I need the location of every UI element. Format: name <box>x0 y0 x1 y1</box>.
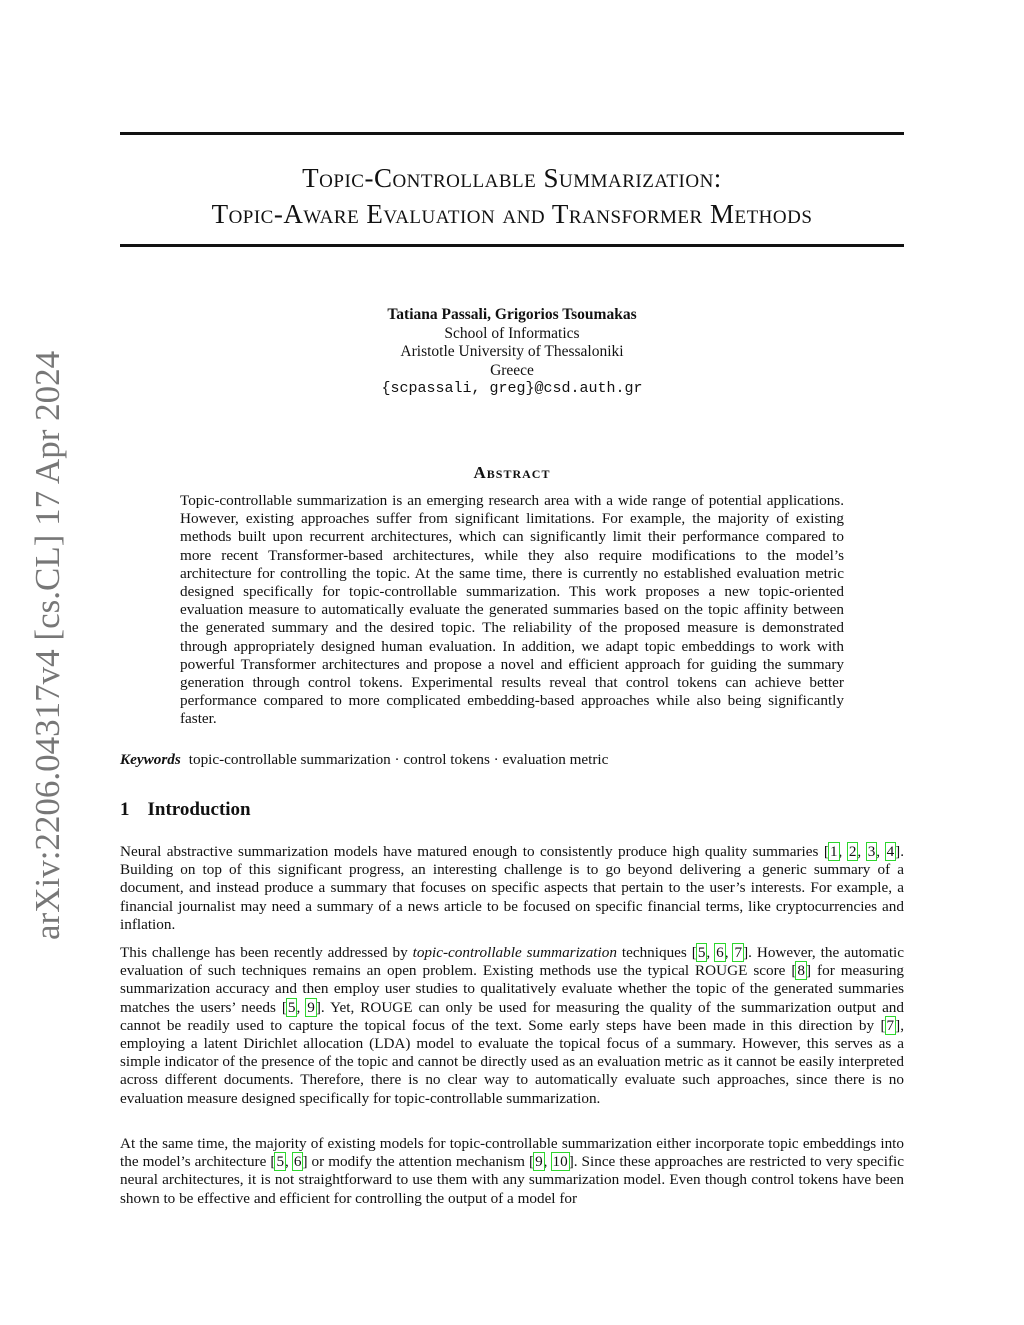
keywords-text: topic-controllable summarization · control tokens · evaluation metric <box>188 751 609 768</box>
author-names: Tatiana Passali, Grigorios Tsoumakas <box>387 306 637 323</box>
paragraph-3: At the same time, the majority of existing models for topic-controllable summarization either incorporate topic embeddings into the model’s architecture [5, 6] or modify the attention mechanism [9, 10]. Since these approaches are restricted to very specific neural architectures, it is not straightforward to use them with any summarization model. Even though control tokens have been shown to be effective and efficient for controlling the output of a model for <box>120 1135 905 1207</box>
citation-link[interactable]: 6 <box>716 944 724 961</box>
arxiv-identifier: arXiv:2206.04317v4 [cs.CL] 17 Apr 2024 <box>28 350 67 940</box>
citation-link[interactable]: 10 <box>552 1153 568 1171</box>
citation-link[interactable]: 4 <box>886 843 895 860</box>
author-university: Aristotle University of Thessaloniki <box>400 343 624 361</box>
emphasized-term: topic-controllable summarization <box>412 944 617 961</box>
keywords-line <box>120 751 904 769</box>
section-heading-introduction <box>120 799 251 821</box>
abstract-heading: Abstract <box>473 463 551 482</box>
abstract-text: Topic-controllable summarization is an emerging research area with a wide range of potential applications. However, existing approaches suffer from significant limitations. For example, the majority of existing methods built upon recurrent architectures, which can significantly limit their performance compared to more recent Transformer-based architectures, while they also require modifications to the model’s architecture for controlling the topic. At the same time, there is currently no established evaluation metric designed specifically for topic-controllable summarization. This work proposes a new topic-oriented evaluation measure to automatically evaluate the generated summaries based on the topic affinity between the generated summary and the desired topic. The reliability of the proposed measure is demonstrated through appropriately designed human evaluation. In addition, we adapt topic embeddings to work with powerful Transformer architectures and propose a novel and efficient approach for guiding the summary generation through control tokens. Experimental results reveal that control tokens can achieve better performance compared to more complicated embedding-based approaches while also being significantly faster. <box>180 492 844 728</box>
citation-link[interactable]: 7 <box>886 1016 895 1034</box>
author-school: School of Informatics <box>444 324 580 342</box>
citation-link[interactable]: 2 <box>848 843 857 860</box>
keywords-label: Keywords <box>120 751 181 768</box>
citation-link[interactable]: 1 <box>829 843 838 860</box>
paragraph-1: Neural abstractive summarization models have matured enough to consistently produce high quality summaries [1, 2, 3, 4]. Building on top of this significant progress, an interesting challenge is to go beyond delivering a generic summary of a document, and instead produce a summary that focuses on specific aspects that pertain to the user’s interests. For example, a financial journalist may need a summary of a news article to be focused on specific financial terms, like cryptocurrencies and inflation. <box>120 843 905 933</box>
citation-link[interactable]: 5 <box>697 944 706 961</box>
citation-link[interactable]: 7 <box>734 944 743 961</box>
title-line-1: Topic-Controllable Summarization: <box>302 163 722 193</box>
citation-link[interactable]: 8 <box>797 962 806 980</box>
paper-title <box>120 160 904 232</box>
citation-link[interactable]: 6 <box>293 1153 302 1171</box>
citation-link[interactable]: 5 <box>276 1153 285 1171</box>
title-bottom-rule <box>120 244 904 247</box>
citation-link[interactable]: 3 <box>867 843 876 860</box>
section-number: 1 <box>120 799 130 820</box>
paragraph-2: This challenge has been recently addressed by topic-controllable summarization techniques [5, 6, 7]. However, the automatic evaluation of such techniques remains an open problem. Existing methods use the typical ROUGE score [8] for measuring summarization accuracy and then employ user studies to qualitatively evaluate whether the topic of the generated summaries matches the users’ needs [5, 9]. Yet, ROUGE can only be used for measuring the quality of the summarization output and cannot be readily used to capture the topical focus of the text. Some early steps have been made in this direction by [7], employing a latent Dirichlet allocation (LDA) model to evaluate the topical focus of a summary. However, this serves as a simple indicator of the presence of the topic and cannot be directly used as an evaluation metric as it cannot be easily interpreted across different documents. Therefore, there is no clear way to automatically evaluate such approaches, since there is no evaluation measure designed specifically for topic-controllable summarization. <box>120 944 905 1107</box>
author-email: {scpassali, greg}@csd.auth.gr <box>381 380 643 398</box>
citation-link[interactable]: 9 <box>535 1153 543 1171</box>
section-title: Introduction <box>147 799 251 820</box>
title-line-2: Topic-Aware Evaluation and Transformer Methods <box>211 199 813 229</box>
citation-link[interactable]: 9 <box>307 998 315 1016</box>
author-block <box>120 306 904 399</box>
citation-link[interactable]: 5 <box>287 998 296 1016</box>
title-top-rule <box>120 132 904 135</box>
author-country: Greece <box>490 361 534 379</box>
